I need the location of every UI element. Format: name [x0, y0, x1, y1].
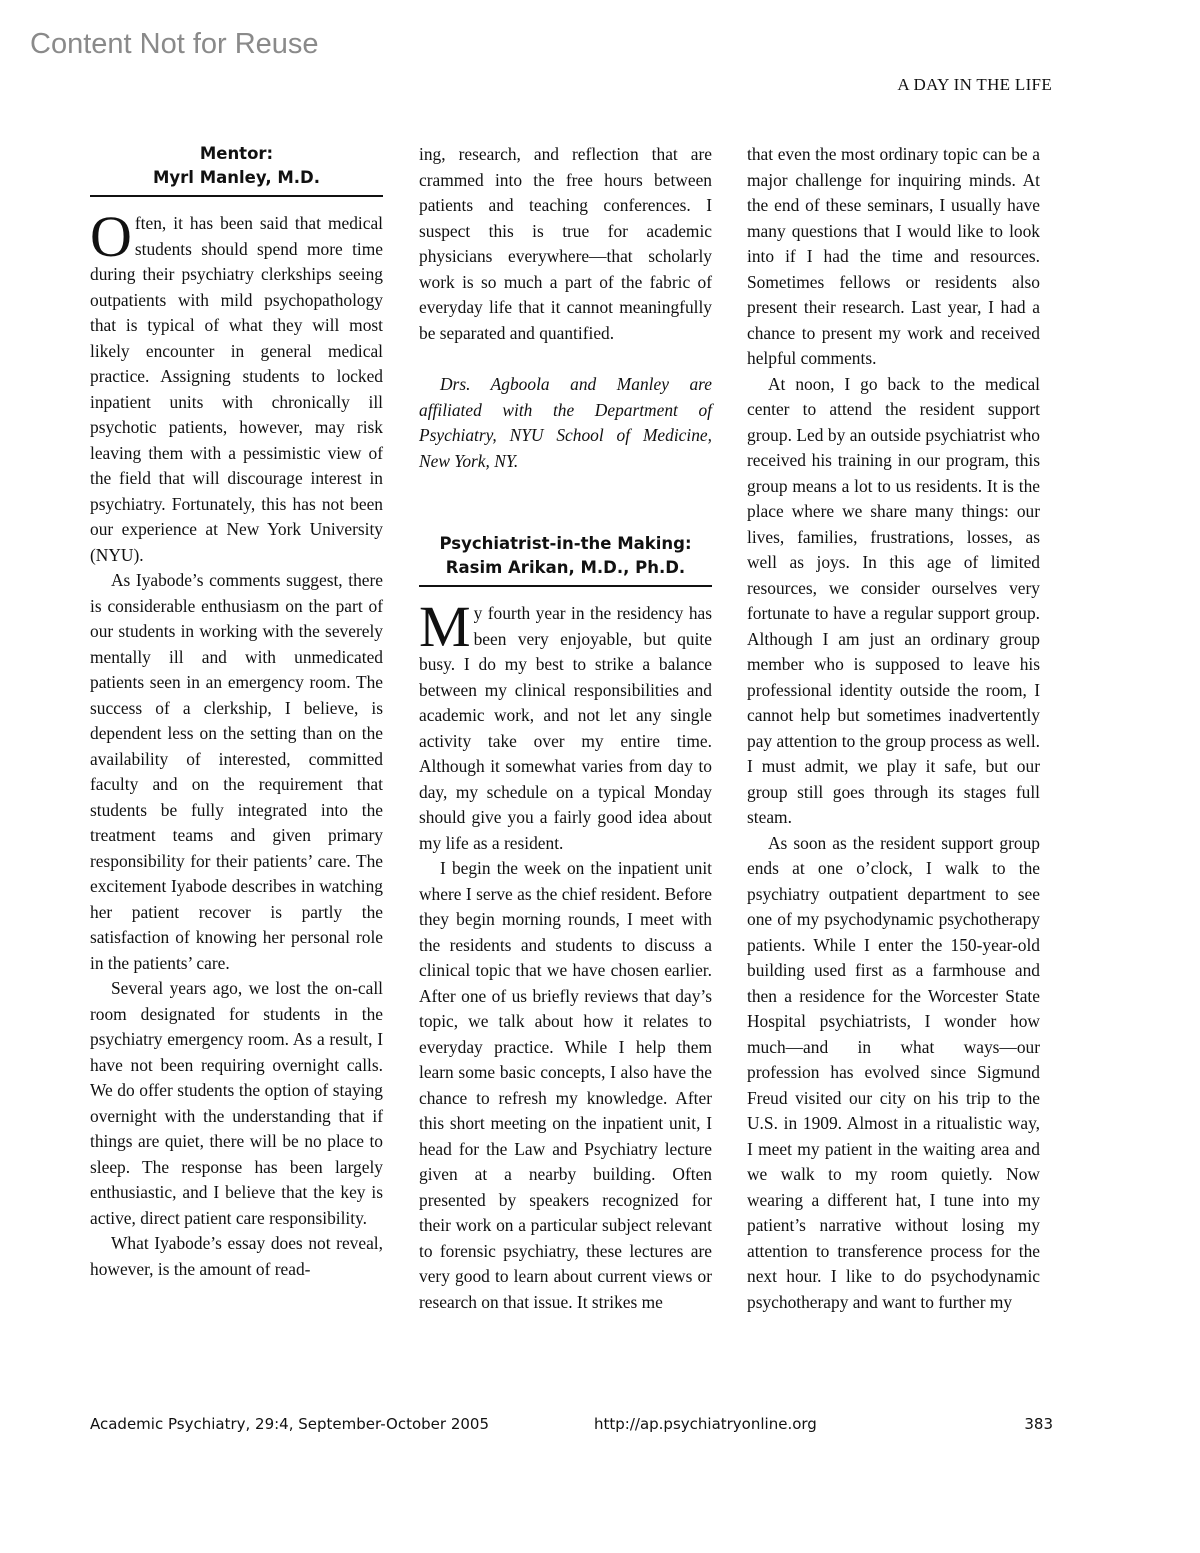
drop-cap: O — [90, 204, 132, 269]
journal-citation: Academic Psychiatry, 29:4, September-October 2005 — [90, 1415, 490, 1433]
paragraph — [90, 204, 383, 568]
paragraph: Several years ago, we lost the on-call room designated for students in the psychiatry emergency room. As a result, I have not been requiring overnight calls. We do offer students the option of staying overnight with the understanding that if things are quiet, there will be no place to sleep. The response has been largely enthusiastic, and I believe that the key is active, direct patient care responsibility. — [90, 978, 383, 1228]
paragraph: What Iyabode’s essay does not reveal, however, is the amount of read- — [90, 1233, 383, 1279]
paragraph-text: ften, it has been said that medical students should spend more time during their psychiatry clerkships seeing outpatients with mild psychopathology that is typical of what they will most likely encounter in general medical practice. Assigning students to locked inpatient units with chronically ill psychotic patients, however, may risk leaving them with a pessimistic view of the field that will discourage interest in psychiatry. Fortunately, this has not been our experience at New York University (NYU). — [90, 213, 383, 565]
paragraph: At noon, I go back to the medical center to attend the resident support group. Led by an outside psychiatrist who received his training in our program, this group means a lot to us residents. It is the place where we share many things: our lives, families, frustrations, losses, as well as joys. In this age of limited resources, we consider ourselves very fortunate to have a regular support group. Although I am just an ordinary group member who is supposed to leave his professional identity outside the room, I cannot help but sometimes inadvertently pay attention to the group process as well. I must admit, we play it safe, but our group still goes through its stages full steam. — [747, 373, 1040, 827]
paragraph-text: y fourth year in the residency has been very enjoyable, but quite busy. I do my best to strike a balance between my clinical responsibilities and academic work, and not let any single activity take over my entire time. Although it somewhat varies from day to day, my schedule on a typical Monday should give you a fairly good idea about my life as a resident. — [419, 603, 712, 853]
heading-author: Myrl Manley, M.D. — [153, 168, 320, 187]
section-heading-resident — [419, 532, 712, 587]
heading-author: Rasim Arikan, M.D., Ph.D. — [445, 558, 686, 577]
section-heading-mentor — [90, 142, 383, 197]
column-3 — [747, 142, 1040, 1315]
heading-line: Mentor: — [199, 144, 274, 163]
heading-line: Psychiatrist-in-the Making: — [439, 534, 692, 553]
drop-cap: M — [419, 594, 471, 659]
page-number: 383 — [1024, 1415, 1053, 1433]
paragraph-continued: ing, research, and reflection that are crammed into the free hours between patients and teaching conferences. I suspect this is true for academic physicians everywhere—that scholarly work is so much a part of the fabric of everyday life that it cannot meaningfully be separated and quantified. — [419, 144, 712, 343]
paragraph-continued: that even the most ordinary topic can be a major challenge for inquiring minds. At the end of these seminars, I usually have many questions that I would like to look into if I had the time and resources. Sometimes fellows or residents also present their research. Last year, I had a chance to present my work and received helpful comments. — [747, 144, 1040, 368]
column-1 — [90, 142, 383, 1282]
paragraph: I begin the week on the inpatient unit where I serve as the chief resident. Before they begin morning rounds, I meet with the residents and students to discuss a clinical topic that we have chosen earlier. After one of us briefly reviews that day’s topic, we talk about how it relates to everyday practice. While I help them learn some basic concepts, I also have the chance to refresh my knowledge. After this short meeting on the inpatient unit, I head for the Law and Psychiatry lecture given at a nearby building. Often presented by speakers recognized for their work on a particular subject relevant to forensic psychiatry, these lectures are very good to learn about current views or research on that issue. It strikes me — [419, 858, 712, 1312]
paragraph — [419, 594, 712, 856]
paragraph: As soon as the resident support group ends at one o’clock, I walk to the psychiatry outpatient department to see one of my psychodynamic psychotherapy patients. While I enter the 150-year-old building used first as a farmhouse and then a residence for the Worcester State Hospital psychiatrists, I wonder how much—and in what ways—our profession has evolved since Sigmund Freud visited our city on his trip to the U.S. in 1909. Almost in a ritualistic way, I meet my patient in the waiting area and we walk to my room quietly. Now wearing a different hat, I tune into my patient’s narrative without losing my attention to transference process for the next hour. I like to do psychodynamic psychotherapy and want to further my — [747, 832, 1040, 1312]
journal-url: http://ap.psychiatryonline.org — [594, 1415, 817, 1433]
paragraph: As Iyabode’s comments suggest, there is considerable enthusiasm on the part of our students in working with the severely mentally ill and with unmedicated patients seen in an emergency room. The success of a clerkship, I believe, is dependent less on the setting than on the availability of interested, committed faculty and on the requirement that students be fully integrated into the treatment teams and given primary responsibility for their patients’ care. The excitement Iyabode describes in watching her patient recover is partly the satisfaction of knowing her personal role in the patients’ care. — [90, 570, 383, 973]
watermark: Content Not for Reuse — [30, 28, 319, 60]
running-head: A DAY IN THE LIFE — [897, 75, 1052, 94]
column-2 — [419, 142, 712, 1315]
author-affiliation: Drs. Agboola and Manley are affiliated with the Department of Psychiatry, NYU School of Medicine, New York, NY. — [419, 374, 712, 471]
